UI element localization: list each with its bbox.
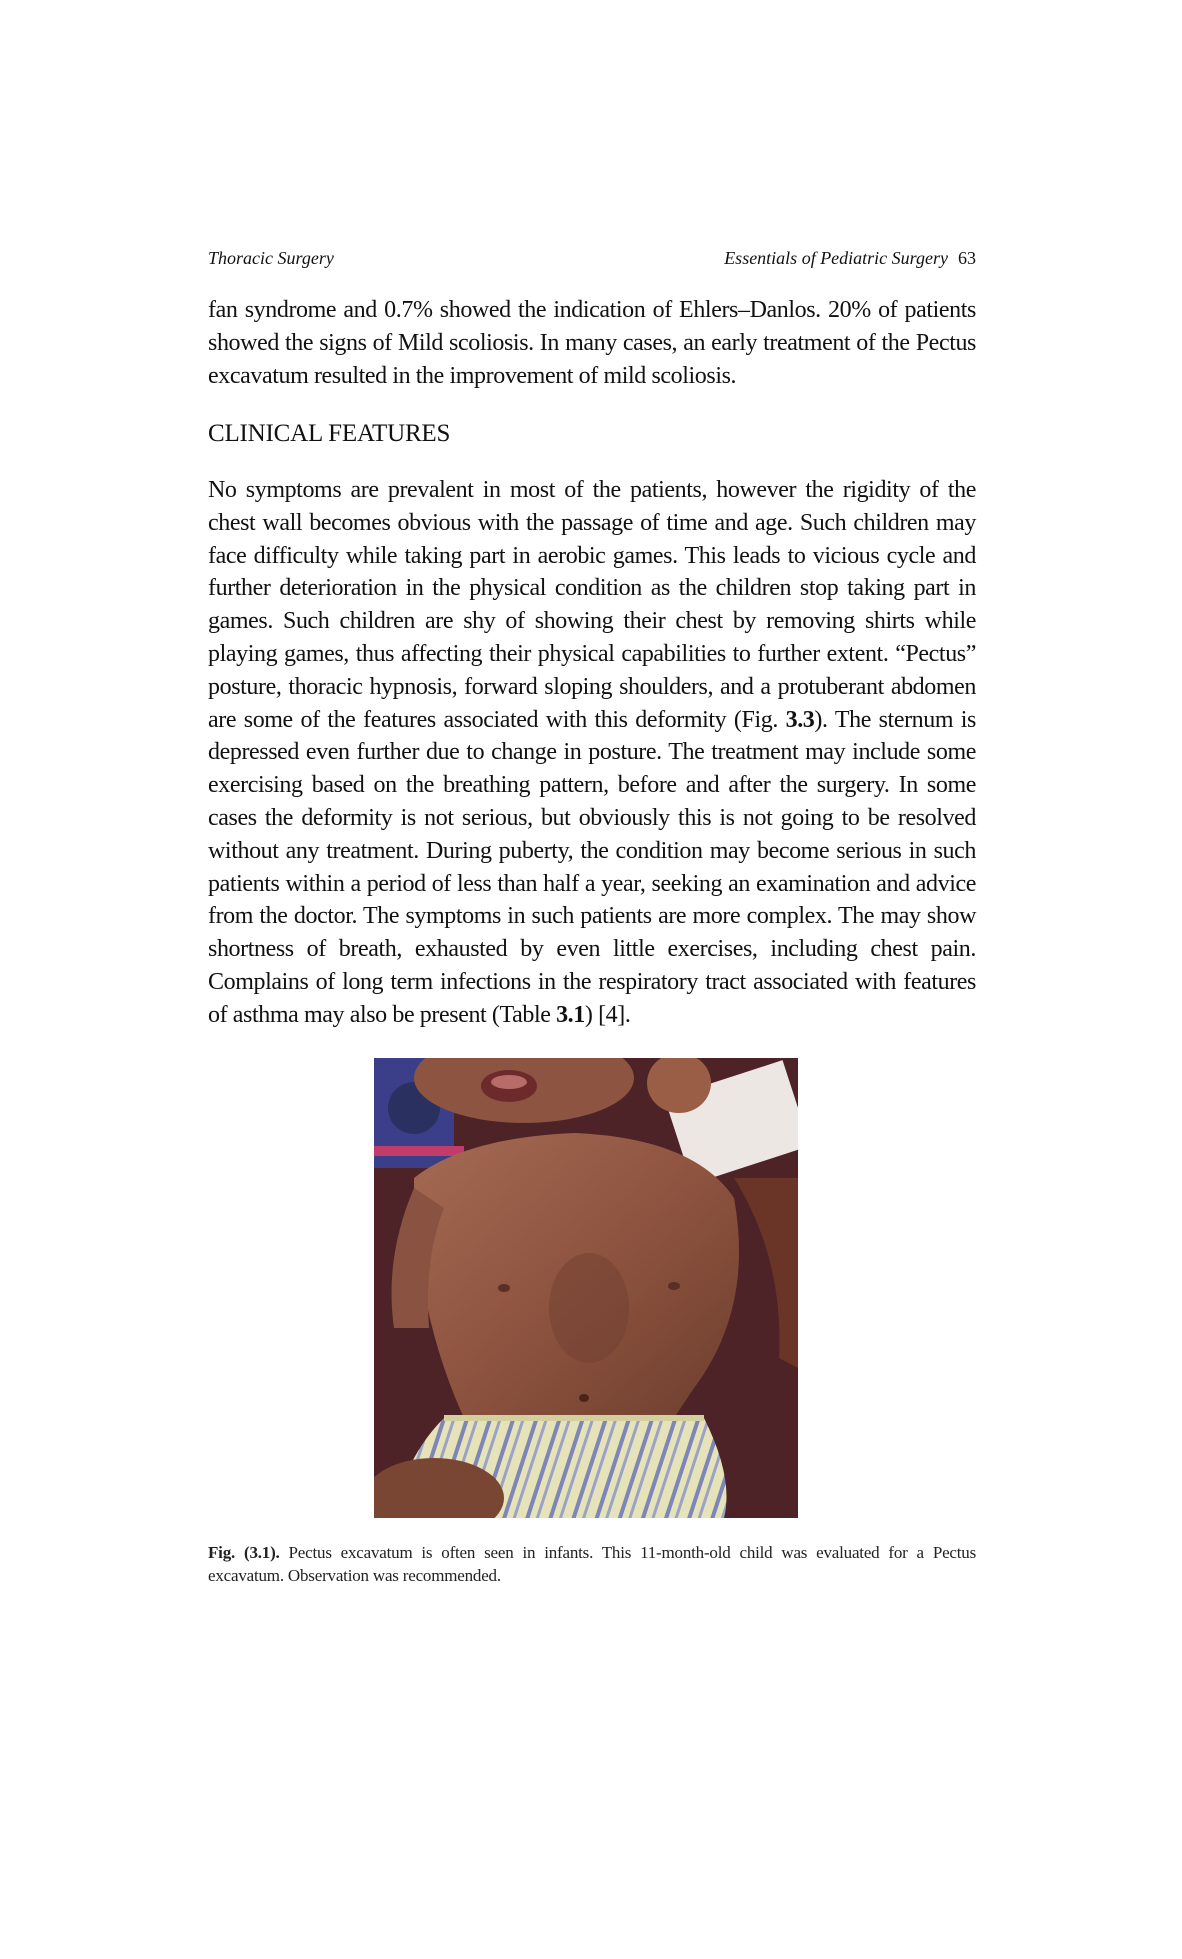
- figure-reference: 3.3: [785, 706, 815, 733]
- figure-photo: [374, 1058, 798, 1518]
- figure-label: Fig. (3.1).: [208, 1543, 280, 1562]
- figure-caption-text: Pectus excavatum is often seen in infants. This 11-month-old child was evaluated for a Pectus excavatum. Observation was recommended.: [208, 1543, 976, 1585]
- paragraph-text-part-2: ). The sternum is depressed even further due to change in posture. The treatment may include some exercising based on the breathing pattern, before and after the surgery. In some cases the deformity is not serious, but obviously this is not going to be resolved without any treatment. During puberty, the condition may become serious in such patients within a period of less than half a year, seeking an examination and advice from the doctor. The symptoms in such patients are more complex. The may show shortness of breath, exhausted by even little exercises, including chest pain. Complains of long term infections in the respiratory tract associated with features of asthma may also be present (Table: [208, 706, 976, 1028]
- paragraph-clinical-features: [208, 474, 976, 1032]
- infant-chest-photo: [374, 1058, 798, 1518]
- section-heading: CLINICAL FEATURES: [208, 420, 451, 447]
- figure-caption: [208, 1541, 976, 1587]
- header-book-name: Essentials of Pediatric Surgery: [724, 248, 948, 268]
- header-book-title: [724, 248, 976, 269]
- running-header: [208, 248, 976, 274]
- paragraph-text-part-3: ) [4].: [584, 1001, 631, 1028]
- table-reference: 3.1: [556, 1001, 585, 1028]
- paragraph-text-part-1: No symptoms are prevalent in most of the patients, however the rigidity of the chest wall becomes obvious with the passage of time and age. Such children may face difficulty while taking part in aerobic games. This leads to vicious cycle and further deterioration in the physical condition as the children stop taking part in games. Such children are shy of showing their chest by removing shirts while playing games, thus affecting their physical capabilities to further extent. “Pectus” posture, thoracic hypnosis, forward sloping shoulders, and a protuberant abdomen are some of the features associated with this deformity (Fig.: [208, 477, 976, 733]
- paragraph-intro: fan syndrome and 0.7% showed the indication of Ehlers–Danlos. 20% of patients showed the signs of Mild scoliosis. In many cases, an early treatment of the Pectus excavatum resulted in the improvement of mild scoliosis.: [208, 297, 976, 389]
- page-number: 63: [958, 248, 976, 268]
- header-chapter-title: Thoracic Surgery: [208, 248, 334, 268]
